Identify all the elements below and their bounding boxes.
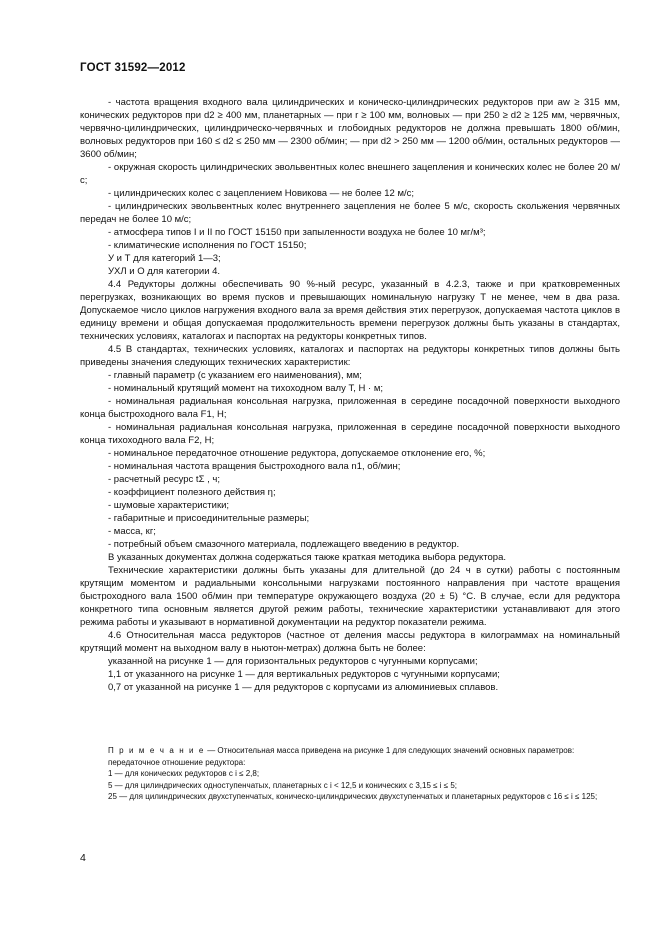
note-line: передаточное отношение редуктора: [108,757,246,767]
paragraph: 1,1 от указанного на рисунке 1 — для вертикальных редукторов с чугунными корпусами; [108,669,500,680]
paragraph: указанной на рисунке 1 — для горизонтальных редукторов с чугунными корпусами; [108,656,478,667]
section-4-5: 4.5 В стандартах, технических условиях, каталогах и паспортах на редукторы конкретных типов должны быть приведены значения следующих технических характеристик: [80,344,620,368]
paragraph: УХЛ и О для категории 4. [108,266,221,277]
list-item: - номинальная радиальная консольная нагрузка, приложенная в середине посадочной поверхности выходного конца тихоходного вала F2, Н; [80,422,620,446]
note-block [80,745,620,803]
section-4-4: 4.4 Редукторы должны обеспечивать 90 %-ный ресурс, указанный в 4.2.3, также и при кратковременных перегрузках, возникающих во время пусков и превышающих номинальную нагрузку T не менее, чем в два раза. Допускаемое число циклов нагружения входного вала за время действия этих перегрузок, допускаемая частота циклов в единицу времени и общая допускаемая продолжительность времени перегрузок должны быть указаны в стандартах, технических условиях, каталогах и паспортах на редукторы конкретных типов. [80,279,620,342]
list-item: - габаритные и присоединительные размеры; [108,513,310,524]
note-line: 1 — для конических редукторов с i ≤ 2,8; [108,769,260,778]
list-item: - коэффициент полезного действия η; [108,487,276,498]
paragraph: В указанных документах должна содержаться также краткая методика выбора редуктора. [108,552,506,563]
list-item: - шумовые характеристики; [108,500,230,511]
list-item: - главный параметр (с указанием его наименования), мм; [108,370,362,381]
note-line: 25 — для цилиндрических двухступенчатых, коническо-цилиндрических двухступенчатых и планетарных редукторов с 16 ≤ i ≤ 125; [108,792,598,801]
list-item: - расчетный ресурс tΣ , ч; [108,474,220,485]
paragraph: - климатические исполнения по ГОСТ 15150; [108,240,307,251]
paragraph: У и Т для категорий 1—3; [108,253,221,264]
note-line: 5 — для цилиндрических одноступенчатых, планетарных с i < 12,5 и конических с 3,15 ≤ i ≤ 5; [108,780,458,790]
note-intro [80,745,620,756]
paragraph: 0,7 от указанной на рисунке 1 — для редукторов с корпусами из алюминиевых сплавов. [108,682,499,693]
paragraph: - атмосфера типов I и II по ГОСТ 15150 при запыленности воздуха не более 10 мг/м³; [108,227,486,238]
list-item: - номинальная частота вращения быстроходного вала n1, об/мин; [108,461,401,472]
paragraph: - цилиндрических колес с зацеплением Новикова — не более 12 м/с; [108,188,415,199]
list-item: - номинальный крутящий момент на тихоходном валу T, Н · м; [108,383,383,394]
note-text: — Относительная масса приведена на рисунке 1 для следующих значений основных параметров: [204,746,575,755]
list-item: - номинальное передаточное отношение редуктора, допускаемое отклонение его, %; [108,448,486,459]
standard-header: ГОСТ 31592—2012 [80,62,186,74]
note-label: П р и м е ч а н и е [108,746,205,755]
main-text [80,96,620,694]
section-4-6: 4.6 Относительная масса редукторов (частное от деления массы редуктора в килограммах на номинальный крутящий момент на выходном валу в ньютон-метрах) должна быть не более: [80,630,620,654]
list-item: - масса, кг; [108,526,156,537]
list-item: - потребный объем смазочного материала, подлежащего введению в редуктор. [108,539,460,550]
page-number: 4 [80,852,86,864]
paragraph: - цилиндрических эвольвентных колес внутреннего зацепления не более 5 м/с, скорость скольжения червячных передач не более 10 м/с; [80,201,620,225]
paragraph: - окружная скорость цилиндрических эвольвентных колес внешнего зацепления и конических колес не более 20 м/с; [80,162,620,186]
list-item: - номинальная радиальная консольная нагрузка, приложенная в середине посадочной поверхности выходного конца быстроходного вала F1, Н; [80,396,620,420]
paragraph: - частота вращения входного вала цилиндрических и коническо-цилиндрических редукторов при aw ≥ 315 мм, конических редукторов при d2 ≥ 400 мм, планетарных — при r ≥ 100 мм, волновых — при 250 ≥ d2 ≥ 125 мм, червячных, червячно-цилиндрических, цилиндрическо-червячных и глобоидных редукторов не должна превышать 1800 об/мин, волновых редукторов при 160 ≤ d2 ≤ 250 мм — 2300 об/мин; — при d2 > 250 мм — 1200 об/мин, остальных редукторов — 3600 об/мин; [80,97,620,160]
paragraph: Технические характеристики должны быть указаны для длительной (до 24 ч в сутки) работы с постоянным крутящим моментом и радиальными консольными нагрузками постоянного направления при частоте вращения быстроходного вала 1500 об/мин при температуре окружающего воздуха (20 ± 5) °С. В случае, если для редуктора конкретного типа основным является другой режим работы, технические характеристики устанавливают для этого режима работы и указывают в нормативной документации на редуктор показатели режима. [80,565,620,628]
